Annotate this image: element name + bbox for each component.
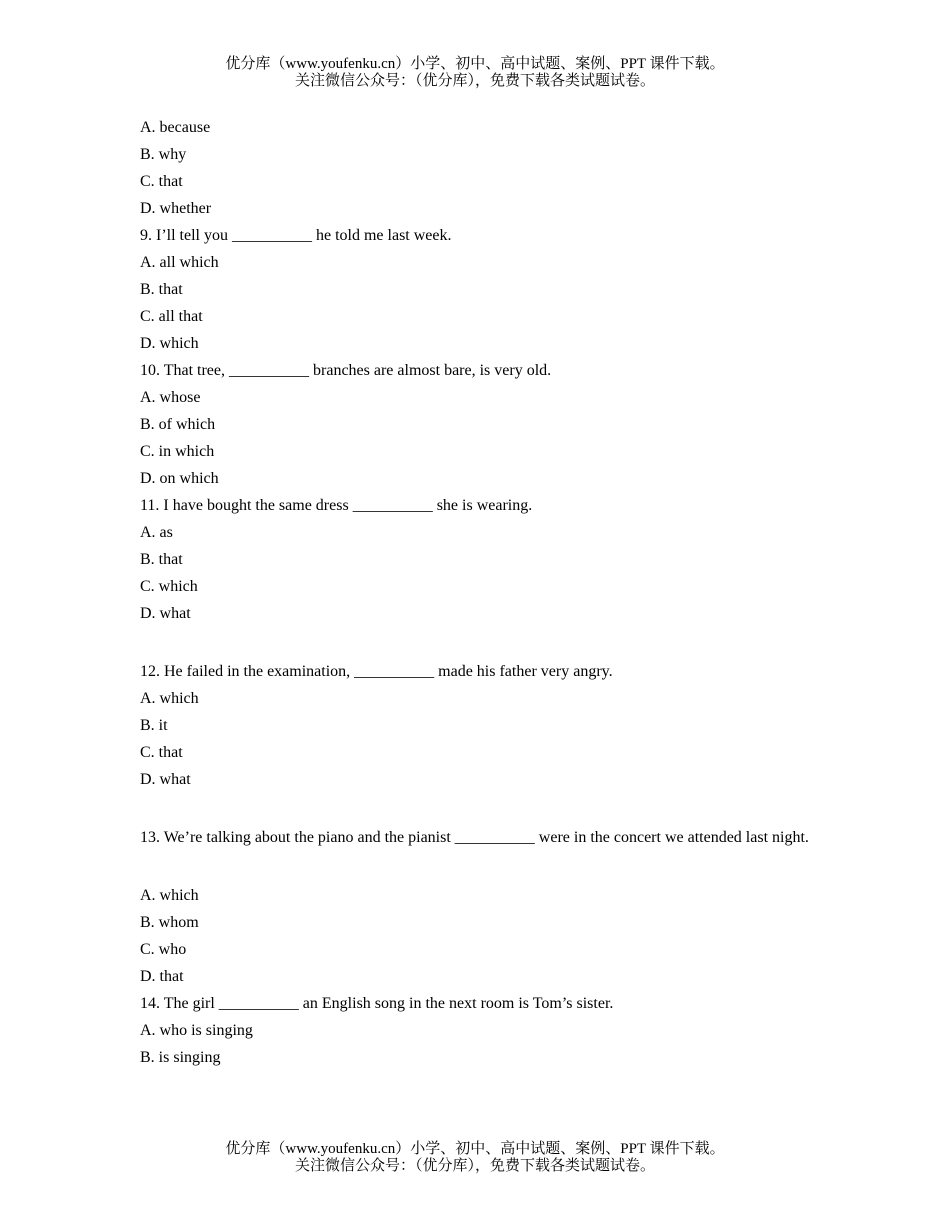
footer-line-2: 关注微信公众号：（优分库），免费下载各类试题试卷。	[294, 1158, 655, 1174]
q13-option-a: A. which	[140, 887, 199, 904]
q13-option-d: D. that	[140, 968, 184, 985]
q9-stem: 9. I’ll tell you __________ he told me last week.	[140, 227, 452, 244]
q8-option-b: B. why	[140, 146, 187, 163]
q8-option-c: C. that	[140, 173, 183, 190]
q12-option-d: D. what	[140, 771, 191, 788]
q10-stem: 10. That tree, __________ branches are almost bare, is very old.	[140, 362, 552, 379]
q14-stem: 14. The girl __________ an English song in the next room is Tom’s sister.	[140, 995, 614, 1012]
q8-option-d: D. whether	[140, 200, 212, 217]
q11-option-b: B. that	[140, 551, 183, 568]
q9-option-a: A. all which	[140, 254, 219, 271]
page-footer	[0, 1141, 950, 1175]
header-line-1: 优分库（www.youfenku.cn）小学、初中、高中试题、案例、PPT 课件下载。	[225, 56, 725, 72]
q11-option-c: C. which	[140, 578, 198, 595]
q13-option-c: C. who	[140, 941, 187, 958]
q12-option-c: C. that	[140, 744, 183, 761]
q10-option-a: A. whose	[140, 389, 201, 406]
q9-option-b: B. that	[140, 281, 183, 298]
q9-option-d: D. which	[140, 335, 199, 352]
q10-option-c: C. in which	[140, 443, 215, 460]
header-line-2: 关注微信公众号：（优分库），免费下载各类试题试卷。	[294, 73, 655, 89]
page-header	[0, 56, 950, 90]
q13-option-b: B. whom	[140, 914, 199, 931]
q12-option-a: A. which	[140, 690, 199, 707]
spacer	[140, 851, 809, 882]
q14-option-b: B. is singing	[140, 1049, 221, 1066]
q14-option-a: A. who is singing	[140, 1022, 253, 1039]
q11-option-a: A. as	[140, 524, 173, 541]
q12-stem: 12. He failed in the examination, __________ made his father very angry.	[140, 663, 613, 680]
q11-option-d: D. what	[140, 605, 191, 622]
q11-stem: 11. I have bought the same dress __________ she is wearing.	[140, 497, 533, 514]
spacer	[140, 793, 809, 824]
q10-option-d: D. on which	[140, 470, 219, 487]
q12-option-b: B. it	[140, 717, 168, 734]
spacer	[140, 627, 809, 658]
footer-line-1: 优分库（www.youfenku.cn）小学、初中、高中试题、案例、PPT 课件下载。	[225, 1141, 725, 1157]
q10-option-b: B. of which	[140, 416, 216, 433]
question-list	[140, 114, 809, 1071]
q8-option-a: A. because	[140, 119, 211, 136]
q9-option-c: C. all that	[140, 308, 203, 325]
q13-stem: 13. We’re talking about the piano and the pianist __________ were in the concert we attended last night.	[140, 829, 809, 846]
